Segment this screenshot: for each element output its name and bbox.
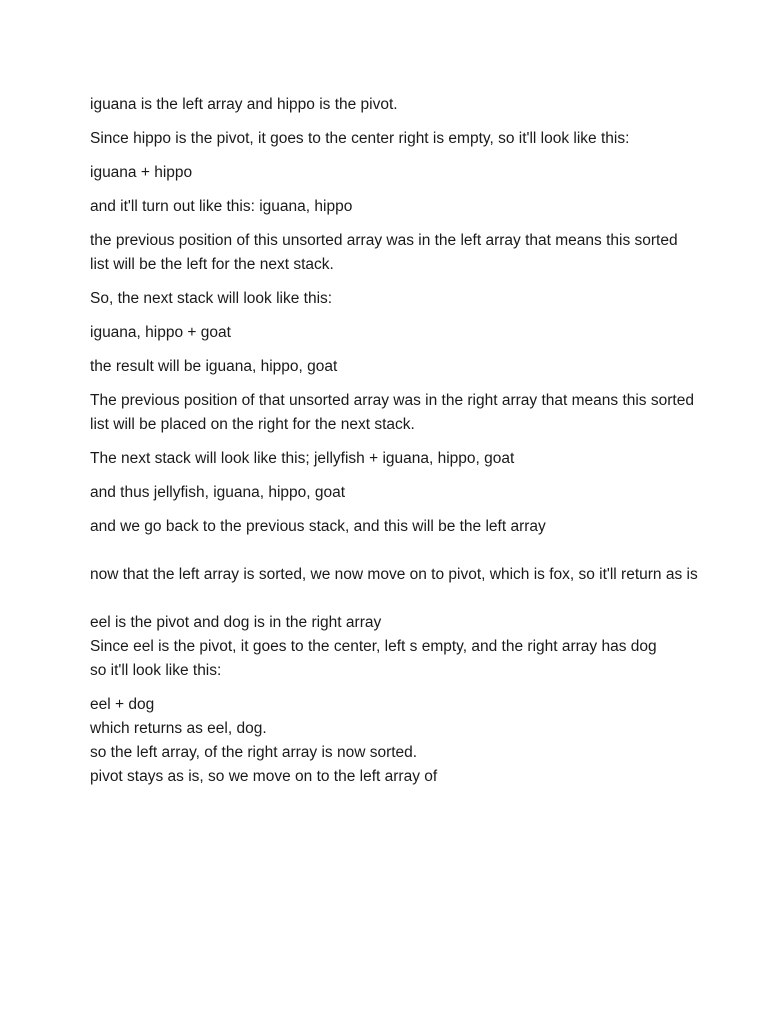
paragraph: and thus jellyfish, iguana, hippo, goat [90, 484, 346, 501]
paragraph: so the left array, of the right array is now sorted. [90, 744, 418, 761]
paragraph: the previous position of this unsorted array was in the left array that means this sorted list will be the left for the next stack. [90, 232, 678, 273]
paragraph: iguana, hippo + goat [90, 324, 231, 341]
paragraph: which returns as eel, dog. [90, 720, 267, 737]
paragraph: So, the next stack will look like this: [90, 290, 333, 307]
paragraph: iguana + hippo [90, 164, 193, 181]
document-body [90, 93, 700, 789]
paragraph: now that the left array is sorted, we now move on to pivot, which is fox, so it'll return as is [90, 566, 698, 583]
paragraph: so it'll look like this: [90, 662, 222, 679]
paragraph: The previous position of that unsorted array was in the right array that means this sorted list will be placed on the right for the next stack. [90, 392, 694, 433]
paragraph: pivot stays as is, so we move on to the left array of [90, 768, 438, 785]
paragraph: iguana is the left array and hippo is the pivot. [90, 96, 398, 113]
paragraph: Since hippo is the pivot, it goes to the center right is empty, so it'll look like this: [90, 130, 630, 147]
paragraph: the result will be iguana, hippo, goat [90, 358, 338, 375]
paragraph: eel + dog [90, 696, 155, 713]
paragraph: The next stack will look like this; jellyfish + iguana, hippo, goat [90, 450, 515, 467]
paragraph: eel is the pivot and dog is in the right array [90, 614, 382, 631]
paragraph: Since eel is the pivot, it goes to the center, left s empty, and the right array has dog [90, 638, 657, 655]
paragraph: and it'll turn out like this: iguana, hippo [90, 198, 353, 215]
paragraph: and we go back to the previous stack, and this will be the left array [90, 518, 546, 535]
